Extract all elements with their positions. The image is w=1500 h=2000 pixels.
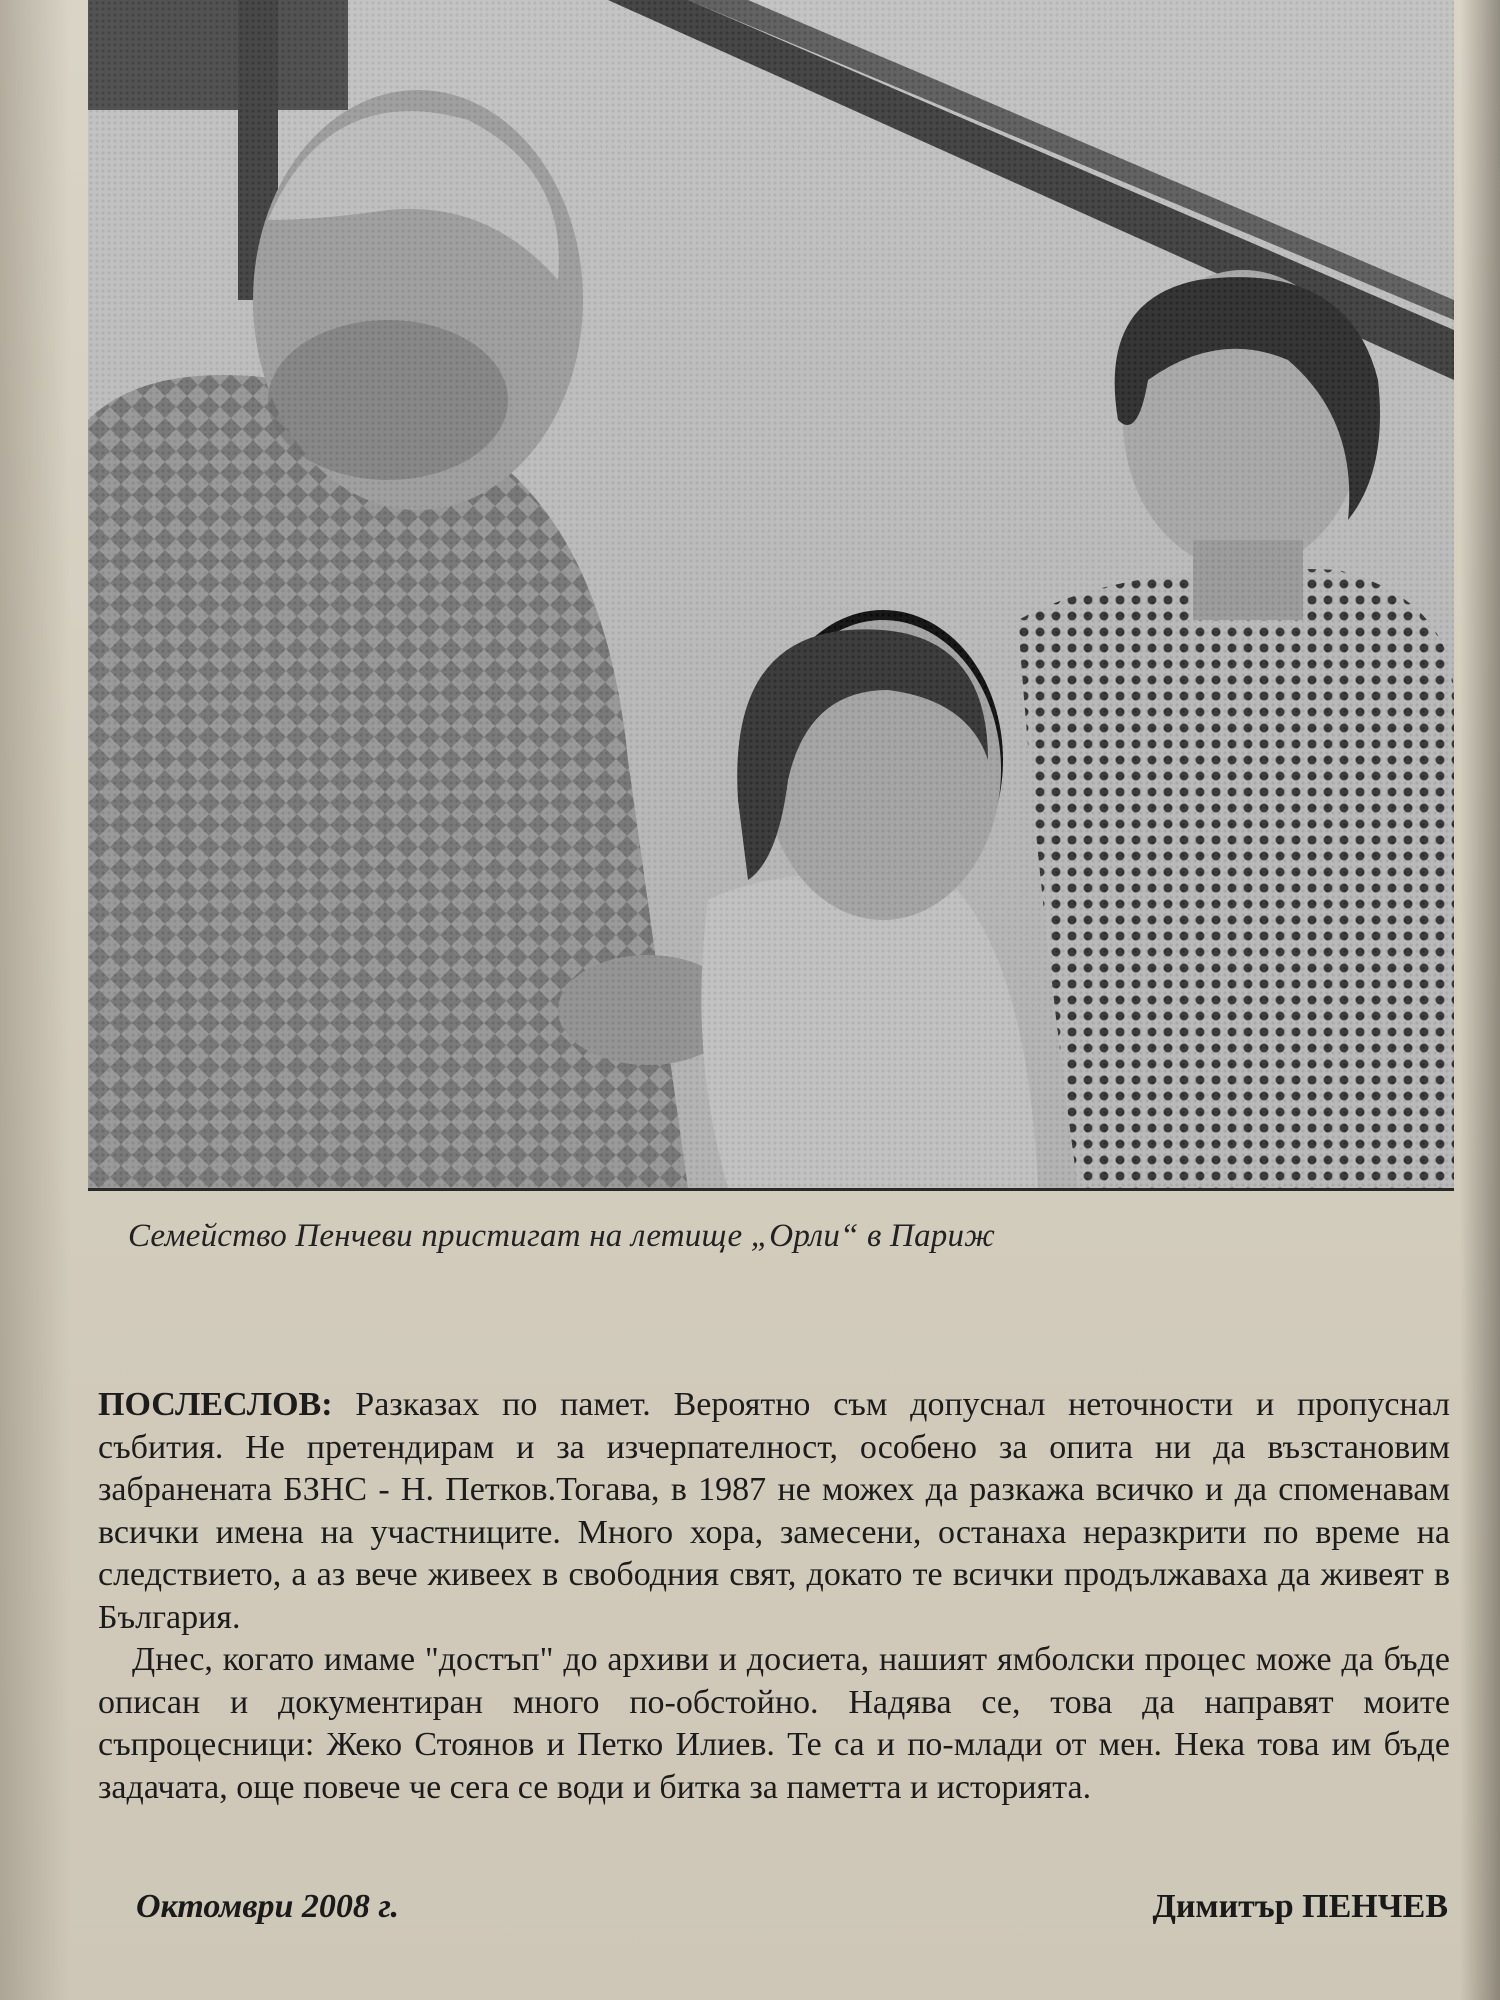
page-edge-shadow-left: [0, 0, 70, 2000]
article-body: [98, 1384, 1450, 1809]
photo-caption: Семейство Пенчеви пристигат на летище „Орли“ в Париж: [128, 1218, 996, 1254]
article-paragraph-2: Днес, когато имаме "достъп" до архиви и досиета, нашият ямболски процес може да бъде описан и документиран много по-обстойно. Надява се, това да направят моите съпроцесници: Жеко Стоянов и Петко Илиев. Те са и по-млади от мен. Нека това им бъде задачата, още повече че сега се води и битка за паметта и историята.: [98, 1641, 1450, 1806]
article-paragraph-1-text: Разказах по памет. Вероятно съм допуснал неточности и пропуснал събития. Не претендирам и за изчерпателност, особено за опита ни да възстановим забранената БЗНС - Н. Петков.Тогава, в 1987 не можех да разкажа всичко и да споменавам всички имена на участниците. Много хора, замесени, останаха неразкрити по време на следствието, а аз вече живеех в свободния свят, докато те всички продължаваха да живеят в България.: [98, 1386, 1450, 1636]
signature-row: [136, 1888, 1448, 1938]
family-photograph: [88, 0, 1454, 1188]
page-edge-shadow-right: [1460, 0, 1500, 2000]
article-paragraph-1: [98, 1384, 1450, 1639]
afterword-label: ПОСЛЕСЛОВ:: [98, 1386, 333, 1423]
article-author: Димитър ПЕНЧЕВ: [1152, 1888, 1448, 1925]
photo-bottom-border: [88, 1188, 1454, 1191]
article-date: Октомври 2008 г.: [136, 1888, 400, 1925]
